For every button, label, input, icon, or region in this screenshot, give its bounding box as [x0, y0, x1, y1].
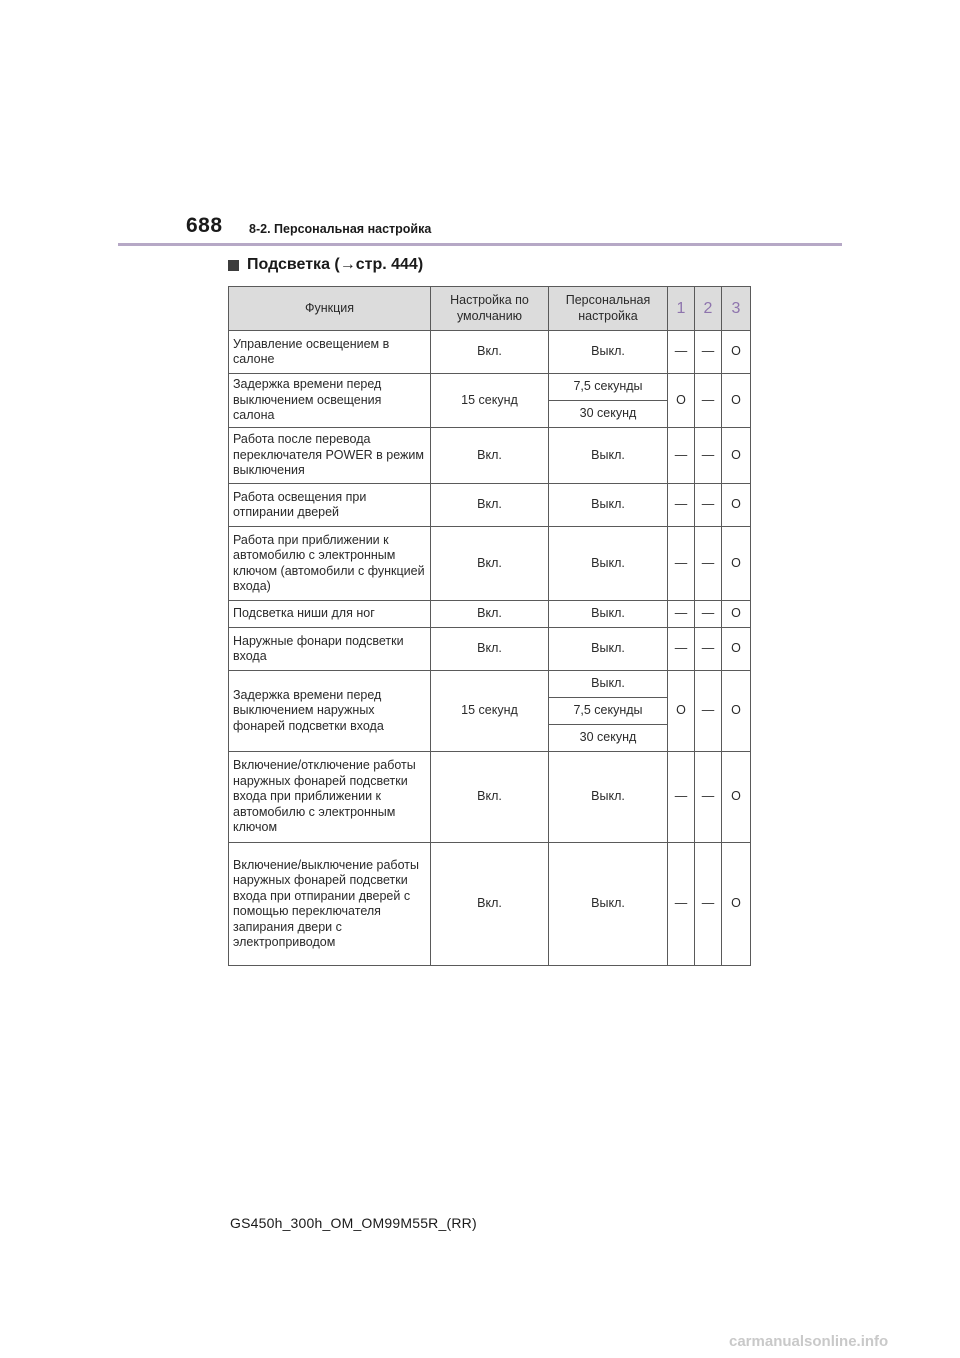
cell-mark-3: O: [722, 374, 751, 428]
cell-mark-1: —: [668, 331, 695, 374]
cell-function: Управление освещением в салоне: [229, 331, 431, 374]
cell-mark-2: —: [695, 671, 722, 752]
cell-custom: 7,5 секунды: [549, 698, 668, 725]
cell-mark-1: —: [668, 484, 695, 527]
settings-table: [228, 286, 751, 966]
cell-mark-2: —: [695, 374, 722, 428]
cell-function: Задержка времени перед выключением наружных фонарей подсветки входа: [229, 671, 431, 752]
header-col-2: 2: [695, 287, 722, 331]
header-col-1: 1: [668, 287, 695, 331]
table-row: [229, 428, 751, 484]
table-row: [229, 374, 751, 401]
table-row: [229, 331, 751, 374]
cell-mark-3: O: [722, 671, 751, 752]
cell-custom: 30 секунд: [549, 725, 668, 752]
cell-custom: Выкл.: [549, 843, 668, 966]
cell-custom: Выкл.: [549, 628, 668, 671]
cell-custom: Выкл.: [549, 601, 668, 628]
cell-mark-1: —: [668, 628, 695, 671]
cell-custom: Выкл.: [549, 671, 668, 698]
cell-mark-2: —: [695, 601, 722, 628]
cell-mark-3: O: [722, 428, 751, 484]
cell-function: Подсветка ниши для ног: [229, 601, 431, 628]
bullet-square-icon: [228, 260, 239, 271]
cell-default: Вкл.: [431, 527, 549, 601]
cell-default: Вкл.: [431, 628, 549, 671]
table-row: [229, 671, 751, 698]
subsection-title: Подсветка (→стр. 444): [247, 256, 424, 273]
cell-mark-2: —: [695, 628, 722, 671]
cell-mark-3: O: [722, 331, 751, 374]
section-title: 8-2. Персональная настройка: [249, 222, 432, 236]
model-code: GS450h_300h_OM_OM99M55R_(RR): [230, 1215, 477, 1231]
cell-function: Включение/отключение работы наружных фонарей подсветки входа при приближении к автомобилю с электронным ключом: [229, 752, 431, 843]
cell-custom: Выкл.: [549, 752, 668, 843]
cell-function: Включение/выключение работы наружных фонарей подсветки входа при отпирании дверей с помощью переключателя запирания двери с электроприводом: [229, 843, 431, 966]
table-row: [229, 752, 751, 843]
cell-mark-1: O: [668, 671, 695, 752]
header-col-3: 3: [722, 287, 751, 331]
cell-mark-3: O: [722, 843, 751, 966]
table-row: [229, 484, 751, 527]
cell-mark-3: O: [722, 484, 751, 527]
cell-custom: Выкл.: [549, 484, 668, 527]
header-function: Функция: [229, 287, 431, 331]
cell-default: Вкл.: [431, 484, 549, 527]
cell-default: Вкл.: [431, 843, 549, 966]
cell-default: Вкл.: [431, 601, 549, 628]
table-row: [229, 843, 751, 966]
cell-function: Работа после перевода переключателя POWER в режим выключения: [229, 428, 431, 484]
site-watermark: carmanualsonline.info: [729, 1333, 889, 1350]
cell-mark-2: —: [695, 484, 722, 527]
table-row: [229, 527, 751, 601]
cell-default: Вкл.: [431, 428, 549, 484]
cell-mark-3: O: [722, 628, 751, 671]
cell-custom: 7,5 секунды: [549, 374, 668, 401]
cell-custom: Выкл.: [549, 428, 668, 484]
cell-mark-1: —: [668, 527, 695, 601]
cell-mark-1: —: [668, 843, 695, 966]
cell-mark-1: —: [668, 428, 695, 484]
cell-custom: Выкл.: [549, 527, 668, 601]
cell-mark-2: —: [695, 752, 722, 843]
cell-function: Наружные фонари подсветки входа: [229, 628, 431, 671]
table-row: [229, 628, 751, 671]
cell-mark-2: —: [695, 331, 722, 374]
cell-mark-1: —: [668, 601, 695, 628]
cell-default: 15 секунд: [431, 374, 549, 428]
cell-custom: Выкл.: [549, 331, 668, 374]
cell-custom: 30 секунд: [549, 401, 668, 428]
header-custom: Персональная настройка: [549, 287, 668, 331]
cell-default: Вкл.: [431, 752, 549, 843]
cell-mark-2: —: [695, 843, 722, 966]
cell-function: Работа освещения при отпирании дверей: [229, 484, 431, 527]
cell-mark-1: O: [668, 374, 695, 428]
cell-mark-2: —: [695, 428, 722, 484]
cell-mark-3: O: [722, 752, 751, 843]
cell-mark-3: O: [722, 527, 751, 601]
table-header-row: [229, 287, 751, 331]
subsection-heading: [228, 256, 423, 274]
cell-default: Вкл.: [431, 331, 549, 374]
header-divider: [118, 243, 842, 246]
cell-default: 15 секунд: [431, 671, 549, 752]
table-row: [229, 601, 751, 628]
page-number: 688: [186, 214, 223, 237]
cell-mark-2: —: [695, 527, 722, 601]
cell-function: Задержка времени перед выключением освещения салона: [229, 374, 431, 428]
cell-mark-3: O: [722, 601, 751, 628]
cell-function: Работа при приближении к автомобилю с электронным ключом (автомобили с функцией входа): [229, 527, 431, 601]
cell-mark-1: —: [668, 752, 695, 843]
header-default: Настройка по умолчанию: [431, 287, 549, 331]
